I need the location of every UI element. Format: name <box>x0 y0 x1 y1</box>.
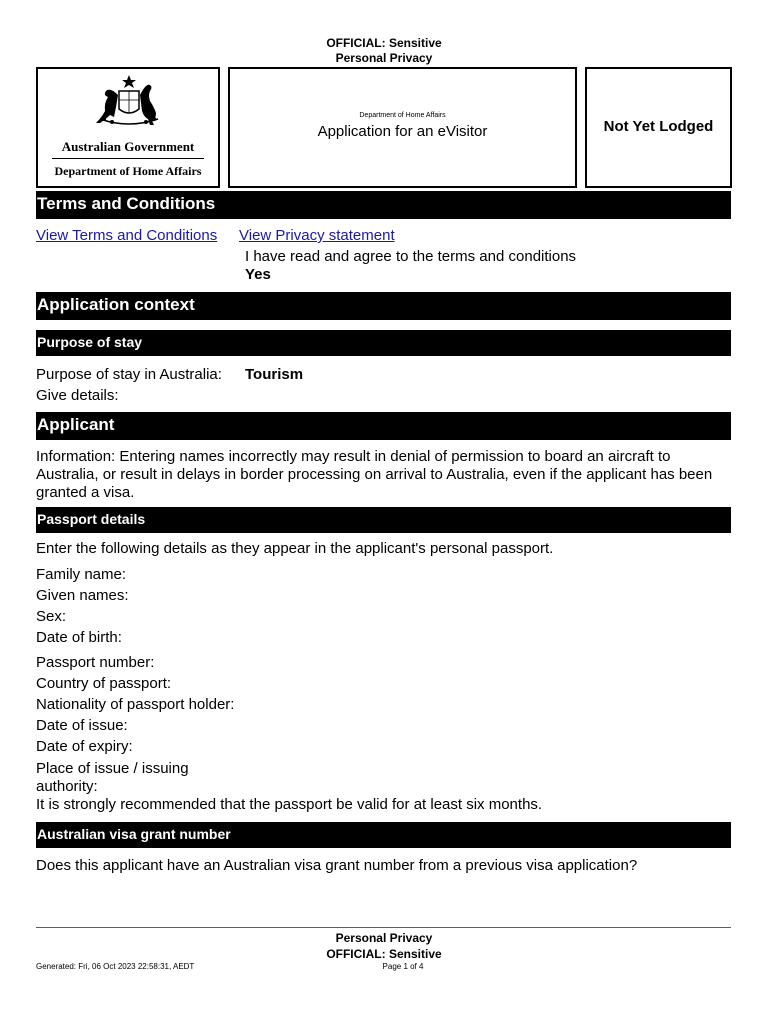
application-context-heading: Application context <box>36 292 731 320</box>
footer-divider <box>36 927 731 928</box>
place-of-issue-label-cont: authority: <box>36 778 98 795</box>
page-number: Page 1 of 4 <box>382 962 424 971</box>
view-terms-link[interactable]: View Terms and Conditions <box>36 227 218 244</box>
passport-validity-note: It is strongly recommended that the passport be valid for at least six months. <box>36 796 543 813</box>
footer-classification: OFFICIAL: Sensitive <box>326 947 442 961</box>
purpose-of-stay-heading: Purpose of stay <box>36 330 731 356</box>
give-details-label: Give details: <box>36 387 119 404</box>
date-of-expiry-label: Date of expiry: <box>36 738 133 755</box>
header-classification: OFFICIAL: Sensitive <box>326 36 442 50</box>
passport-number-label: Passport number: <box>36 654 155 671</box>
purpose-value: Tourism <box>245 366 304 383</box>
family-name-label: Family name: <box>36 566 127 583</box>
date-of-issue-label: Date of issue: <box>36 717 128 734</box>
status-box <box>585 67 732 188</box>
view-privacy-link[interactable]: View Privacy statement <box>239 227 395 244</box>
given-names-label: Given names: <box>36 587 129 604</box>
visa-grant-heading: Australian visa grant number <box>36 822 731 848</box>
coat-of-arms-icon <box>90 73 168 129</box>
place-of-issue-label: Place of issue / issuing <box>36 760 189 777</box>
logo-divider <box>52 158 204 159</box>
lodgement-status: Not Yet Lodged <box>603 118 714 135</box>
date-of-birth-label: Date of birth: <box>36 629 122 646</box>
government-logo-box <box>36 67 220 188</box>
header-privacy: Personal Privacy <box>335 51 433 65</box>
passport-details-heading: Passport details <box>36 507 731 533</box>
applicant-heading: Applicant <box>36 412 731 440</box>
terms-heading: Terms and Conditions <box>36 191 731 219</box>
footer-privacy: Personal Privacy <box>335 931 433 945</box>
purpose-label: Purpose of stay in Australia: <box>36 366 222 383</box>
generated-timestamp: Generated: Fri, 06 Oct 2023 22:58:31, AEDT <box>36 962 195 971</box>
passport-intro: Enter the following details as they appear in the applicant's personal passport. <box>36 540 554 557</box>
country-of-passport-label: Country of passport: <box>36 675 172 692</box>
application-title: Application for an eVisitor <box>317 123 488 140</box>
title-department-small: Department of Home Affairs <box>359 112 446 119</box>
terms-agree-label: I have read and agree to the terms and conditions <box>245 248 577 265</box>
applicant-information: Information: Entering names incorrectly may result in denial of permission to board an aircraft to Australia, or result in delays in border processing on arrival to Australia, even if the applicant has been granted a visa. <box>36 448 713 501</box>
nationality-label: Nationality of passport holder: <box>36 696 235 713</box>
visa-grant-question: Does this applicant have an Australian visa grant number from a previous visa application? <box>36 857 638 874</box>
sex-label: Sex: <box>36 608 67 625</box>
government-name: Australian Government <box>61 139 195 154</box>
terms-agree-value: Yes <box>245 266 271 283</box>
application-title-box <box>228 67 577 188</box>
department-name: Department of Home Affairs <box>54 164 202 178</box>
